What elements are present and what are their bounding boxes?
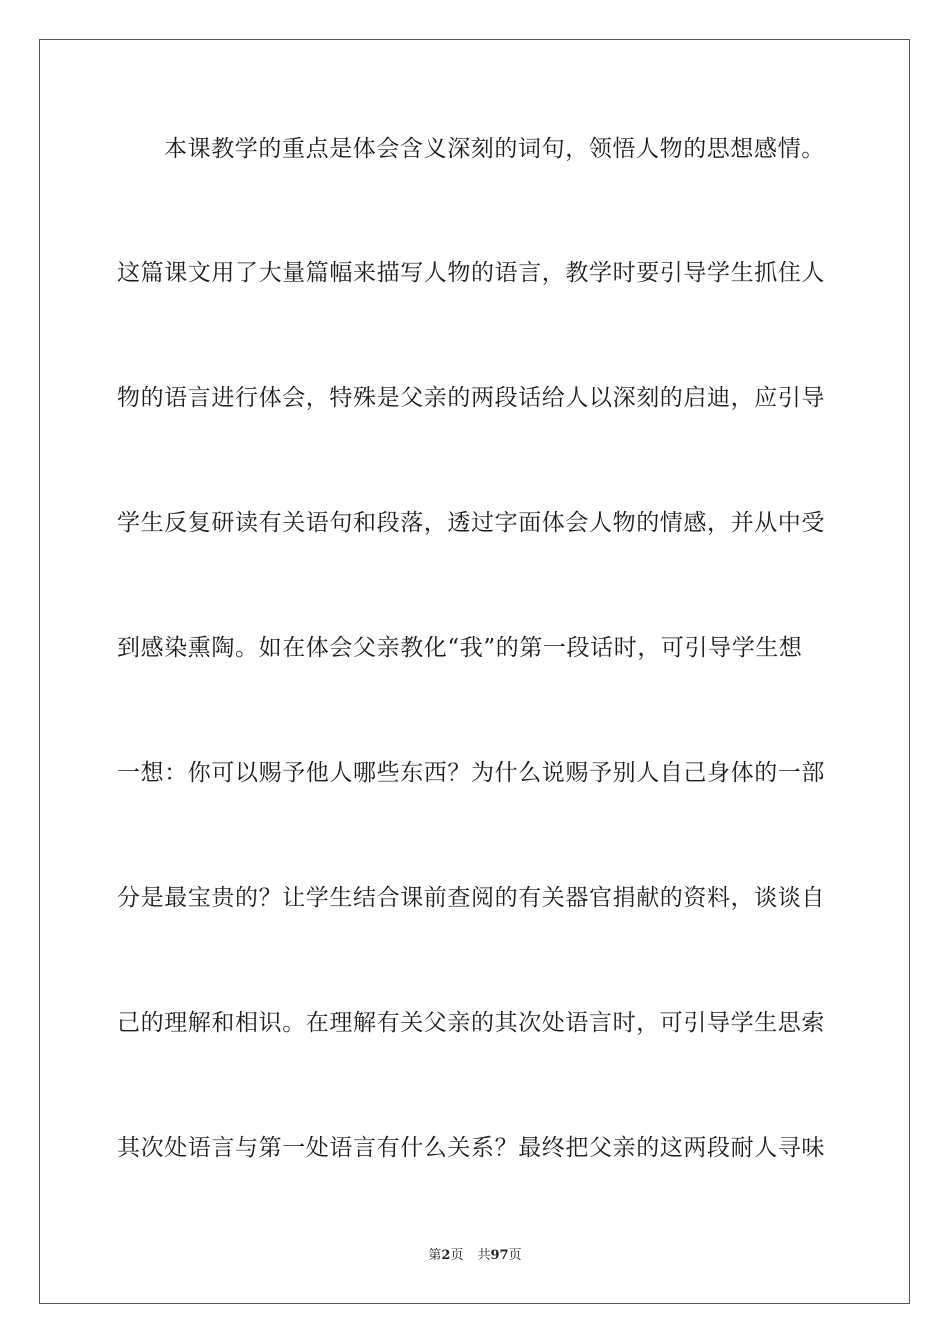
page-border	[39, 39, 910, 1304]
body-text-line-9: 其次处语言与第一处语言有什么关系？最终把父亲的这两段耐人寻味	[117, 1135, 825, 1161]
body-text-line-6: 一想：你可以赐予他人哪些东西？为什么说赐予别人自己身体的一部	[117, 760, 825, 786]
body-text-line-8: 己的理解和相识。在理解有关父亲的其次处语言时，可引导学生思索	[117, 1010, 825, 1036]
body-text-line-5: 到感染熏陶。如在体会父亲教化“我”的第一段话时，可引导学生想	[117, 635, 803, 661]
page-number-prefix: 第	[428, 1248, 442, 1263]
body-text-line-1: 本课教学的重点是体会含义深刻的词句，领悟人物的思想感情。	[164, 136, 825, 162]
body-text-line-4: 学生反复研读有关语句和段落，透过字面体会人物的情感，并从中受	[117, 510, 825, 536]
page-number: 2	[441, 1248, 451, 1263]
page-total: 97	[490, 1248, 509, 1263]
page-number-suffix: 页	[450, 1248, 464, 1263]
page-total-prefix: 共	[477, 1248, 491, 1263]
page-footer	[0, 1247, 950, 1265]
body-text-line-7: 分是最宝贵的？让学生结合课前查阅的有关器官捐献的资料，谈谈自	[117, 885, 825, 911]
body-text-line-3: 物的语言进行体会，特殊是父亲的两段话给人以深刻的启迪，应引导	[117, 385, 825, 411]
body-text-line-2: 这篇课文用了大量篇幅来描写人物的语言，教学时要引导学生抓住人	[117, 260, 825, 286]
page-total-suffix: 页	[508, 1248, 522, 1263]
